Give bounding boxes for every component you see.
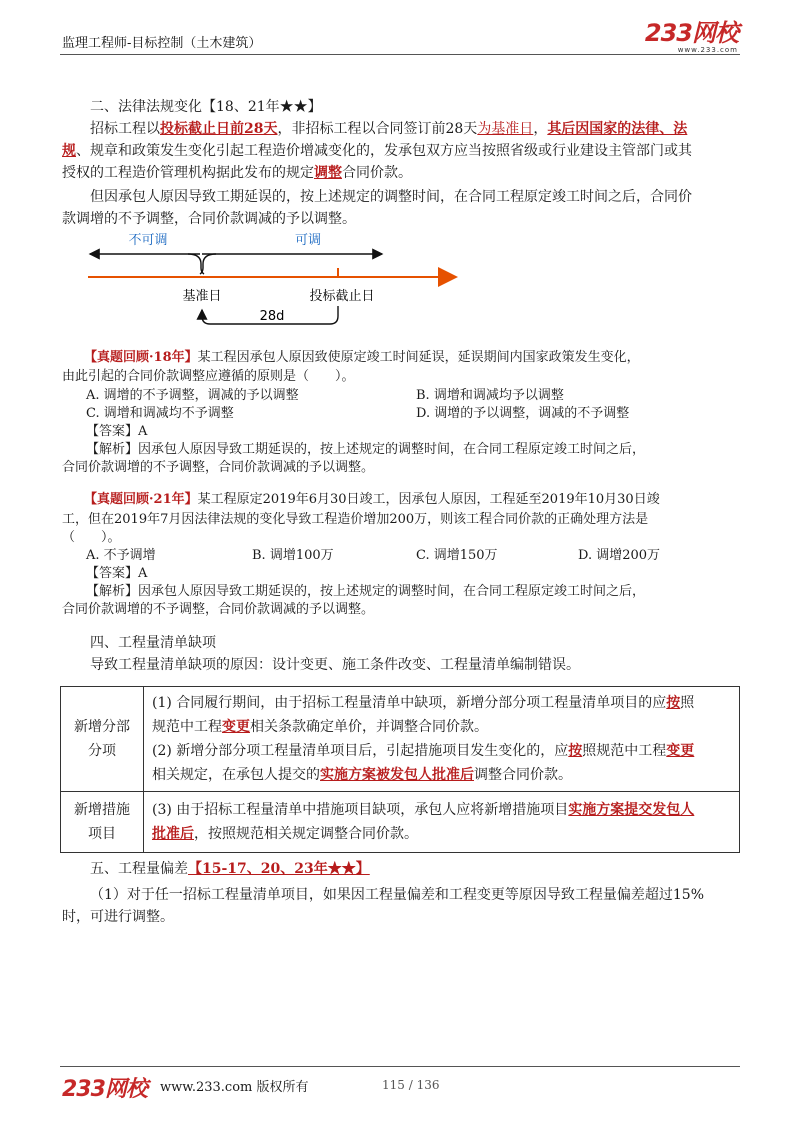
section5-heading: 五、工程量偏差【15-17、20、23年★★】	[90, 861, 370, 877]
q2-analysis-line2: 合同价款调增的不予调整，合同价款调减的予以调整。	[62, 602, 375, 617]
logo-text: 233网校	[644, 19, 738, 47]
label-adjustable: 可调	[294, 233, 322, 248]
base-date-timeline-diagram	[80, 228, 480, 338]
highlight-law-change: 其后因国家的法律、法	[547, 121, 688, 137]
table-row	[61, 792, 740, 853]
q1-option-b: B. 调增和调减均予以调整	[416, 388, 564, 403]
section2-para-line1: 招标工程以投标截止日前28天，非招标工程以合同签订前28天为基准日，其后因国家的法律、法	[90, 121, 688, 137]
highlight-deadline: 投标截止日前28天	[160, 121, 278, 137]
section4-heading: 四、工程量清单缺项	[90, 635, 216, 651]
q1-tag: 【真题回顾·18年】	[84, 350, 198, 365]
document-header-title: 监理工程师-目标控制（土木建筑）	[62, 36, 262, 51]
q2-tag: 【真题回顾·21年】	[84, 492, 198, 507]
q1-option-a: A. 调增的不予调整，调减的予以调整	[86, 388, 299, 403]
q2-option-a: A. 不予调增	[86, 548, 156, 563]
footer-divider	[60, 1066, 740, 1067]
q1-stem-line2: 由此引起的合同价款调整应遵循的原则是（ ）。	[62, 369, 355, 384]
section5-para-line1: （1）对于任一招标工程量清单项目，如果因工程量偏差和工程变更等原因导致工程量偏差超过15%	[90, 887, 705, 903]
row-label-new-subitems: 新增分部分项	[61, 687, 144, 792]
section5-para-line2: 时，可进行调整。	[62, 909, 174, 925]
q2-option-d: D. 调增200万	[578, 548, 661, 563]
q1-option-c: C. 调增和调减均不予调整	[86, 406, 234, 421]
header-divider	[60, 54, 740, 55]
q2-option-b: B. 调增100万	[252, 548, 334, 563]
section2-para-line2: 规、规章和政策发生变化引起工程造价增减变化的，发承包双方应当按照省级或行业建设主管部门或其	[62, 143, 692, 159]
section5-years-tag: 【15-17、20、23年★★】	[188, 861, 370, 877]
q2-stem-line2: 工，但在2019年7月因法律法规的变化导致工程造价增加200万，则该工程合同价款的正确处理方法是	[62, 512, 649, 527]
table-row	[61, 687, 740, 792]
logo-url: www.233.com	[677, 46, 738, 54]
label-28-days: 28d	[259, 309, 285, 324]
footer-copyright: www.233.com 版权所有	[160, 1080, 309, 1095]
q2-option-c: C. 调增150万	[416, 548, 498, 563]
brace-right	[200, 254, 216, 274]
row-content-new-subitems: (1) 合同履行期间，由于招标工程量清单中缺项，新增分部分项工程量清单项目的应按照 规范中工程变更相关条款确定单价，并调整合同价款。 (2) 新增分部分项工程量清单项目后，引起措施项目发生变化的，应按照规范中工程变更 相关规定，在承包人提交的实施方案被发包人批准后调整合同价款。	[144, 687, 740, 792]
footer-logo: 233网校	[62, 1077, 147, 1102]
highlight-adjust: 调整	[314, 165, 342, 181]
brand-logo	[645, 20, 738, 54]
q1-analysis-line1: 【解析】因承包人原因导致工期延误的，按上述规定的调整时间，在合同工程原定竣工时间之后，	[86, 442, 646, 457]
q2-stem-line3: （ ）。	[62, 530, 121, 545]
highlight-base-date: 为基准日	[477, 121, 534, 137]
q2-stem-line1: 【真题回顾·21年】某工程原定2019年6月30日竣工，因承包人原因，工程延至2019年10月30日竣	[84, 492, 660, 507]
q1-option-d: D. 调增的予以调整，调减的不予调整	[416, 406, 630, 421]
section2-para-line5: 款调增的不予调整，合同价款调减的予以调整。	[62, 211, 356, 227]
q1-answer: 【答案】A	[86, 424, 148, 439]
missing-items-table	[60, 686, 740, 853]
q2-answer: 【答案】A	[86, 566, 148, 581]
row-content-new-measures: (3) 由于招标工程量清单中措施项目缺项，承包人应将新增措施项目实施方案提交发包人 批准后，按照规范相关规定调整合同价款。	[144, 792, 740, 853]
label-base-date: 基准日	[182, 289, 222, 304]
q2-analysis-line1: 【解析】因承包人原因导致工期延误的，按上述规定的调整时间，在合同工程原定竣工时间之后，	[86, 584, 646, 599]
row-label-new-measures: 新增措施项目	[61, 792, 144, 853]
section4-cause: 导致工程量清单缺项的原因：设计变更、施工条件改变、工程量清单编制错误。	[90, 657, 580, 673]
label-deadline: 投标截止日	[309, 289, 375, 304]
q1-analysis-line2: 合同价款调增的不予调整，合同价款调减的予以调整。	[62, 460, 375, 475]
section2-heading: 二、法律法规变化【18、21年★★】	[90, 99, 322, 115]
section2-para-line3: 授权的工程造价管理机构据此发布的规定调整合同价款。	[62, 165, 412, 181]
page-number: 115 / 136	[382, 1078, 440, 1092]
section2-para-line4: 但因承包人原因导致工期延误的，按上述规定的调整时间，在合同工程原定竣工时间之后，合同价	[90, 189, 692, 205]
q1-stem-line1: 【真题回顾·18年】某工程因承包人原因致使原定竣工时间延误，延误期间内国家政策发生变化，	[84, 350, 640, 365]
label-not-adjustable: 不可调	[128, 233, 168, 248]
brace-left	[188, 254, 204, 274]
